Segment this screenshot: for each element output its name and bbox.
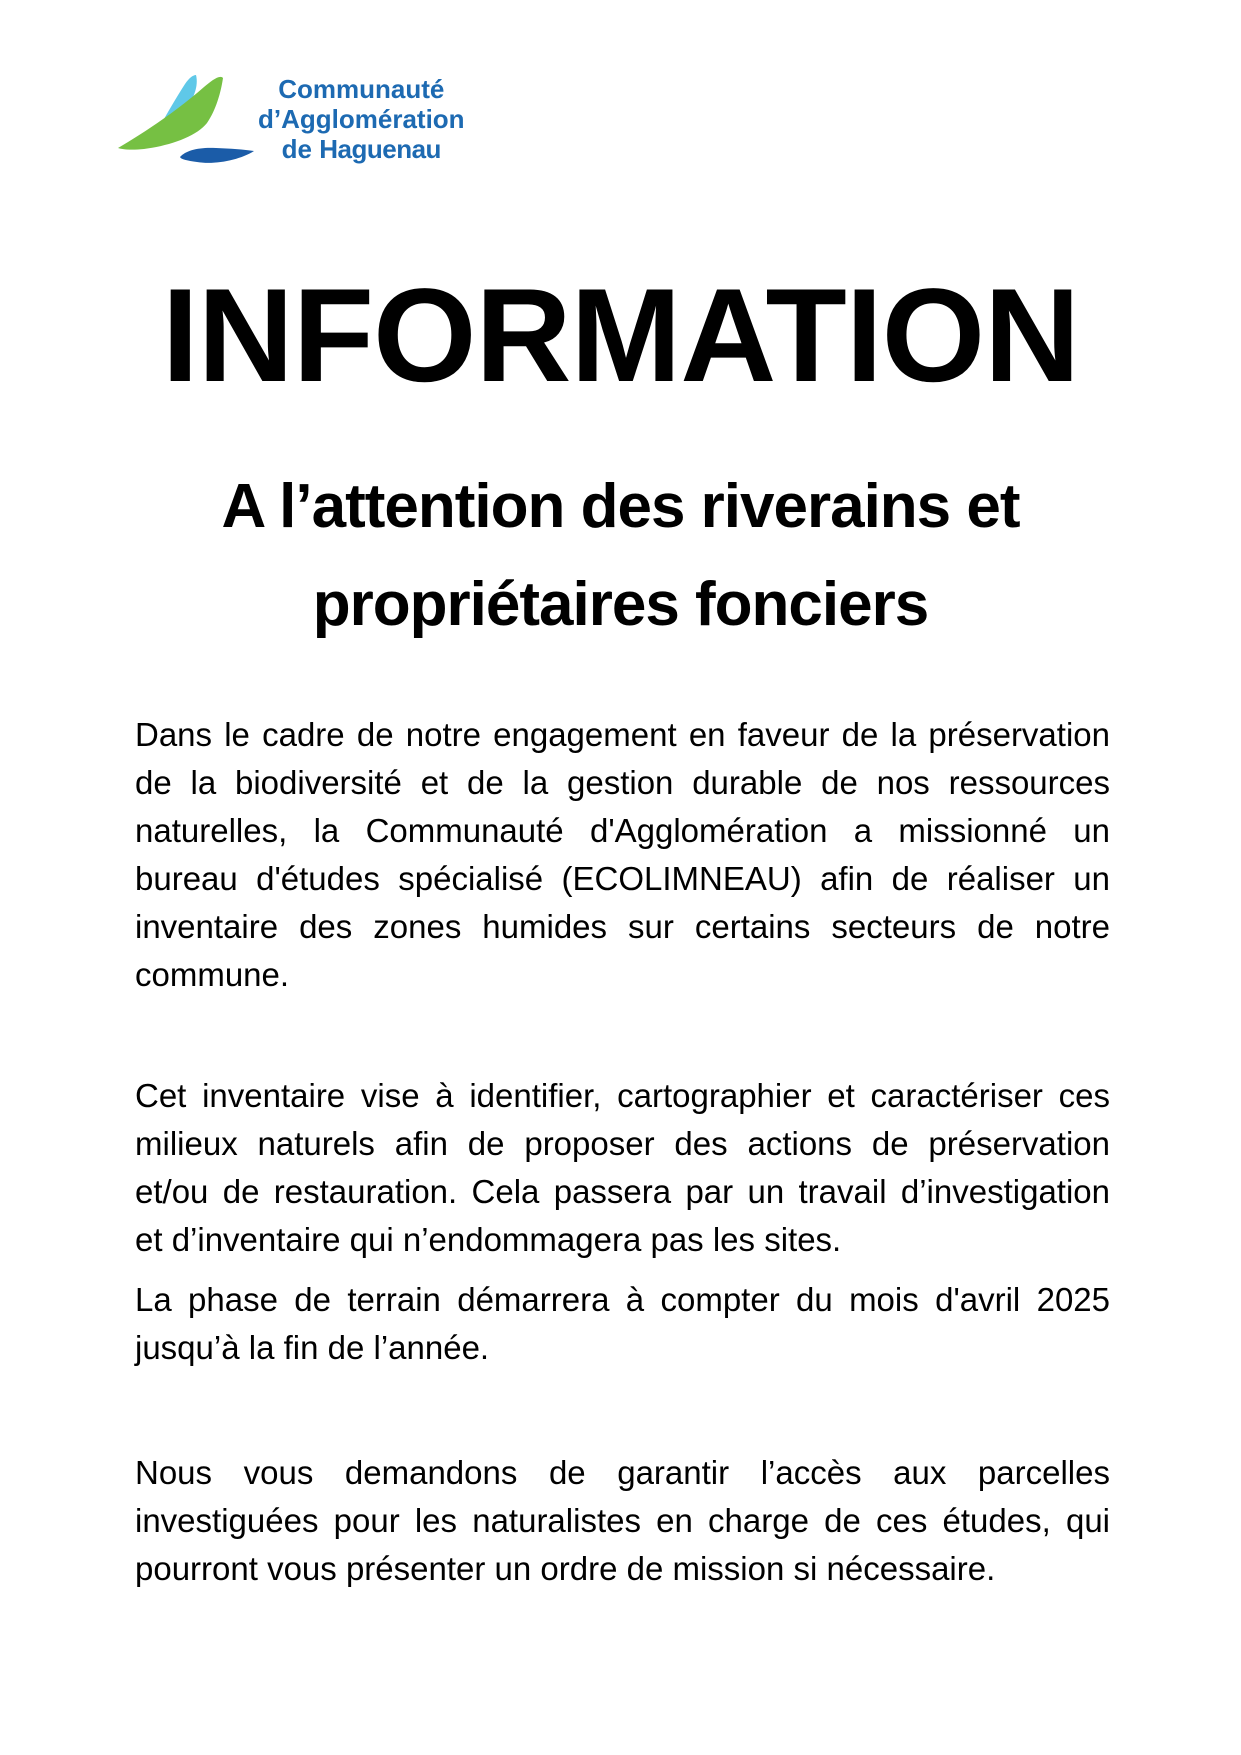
paragraph-line: Nous vous demandons de garantir l’accès aux parcelles xyxy=(135,1454,1110,1491)
paragraph-3 xyxy=(135,1276,1110,1372)
paragraph-line: investiguées pour les naturalistes en charge de ces études, qui xyxy=(135,1502,1110,1539)
paragraph-line: jusqu’à la fin de l’année. xyxy=(135,1329,490,1366)
paragraph-line: de la biodiversité et de la gestion durable de nos ressources xyxy=(135,764,1110,801)
agglomeration-swoosh-icon xyxy=(116,72,256,170)
paragraph-1 xyxy=(135,711,1110,999)
paragraph-line: naturelles, la Communauté d'Agglomération a missionné un xyxy=(135,812,1110,849)
paragraph-line: commune. xyxy=(135,956,290,993)
logo-line-haguenau: de Haguenau xyxy=(281,134,441,164)
subtitle-line-1: A l’attention des riverains et xyxy=(221,472,1020,541)
logo-wordmark xyxy=(258,72,465,164)
logo-line-communaute: Communauté xyxy=(278,74,445,104)
page-title: INFORMATION xyxy=(161,262,1080,410)
logo-line-agglomeration: d’Agglomération xyxy=(258,104,465,134)
paragraph-line: inventaire des zones humides sur certains secteurs de notre xyxy=(135,908,1110,945)
logo-blue-swoosh xyxy=(180,148,254,163)
body-text xyxy=(135,711,1110,1593)
paragraph-line: bureau d'études spécialisé (ECOLIMNEAU) afin de réaliser un xyxy=(135,860,1110,897)
paragraph-line: et/ou de restauration. Cela passera par un travail d’investigation xyxy=(135,1173,1110,1210)
paragraph-4 xyxy=(135,1449,1110,1593)
paragraph-2 xyxy=(135,1072,1110,1264)
paragraph-line: Cet inventaire vise à identifier, cartographier et caractériser ces xyxy=(135,1077,1110,1114)
paragraph-line: pourront vous présenter un ordre de mission si nécessaire. xyxy=(135,1550,996,1587)
paragraph-line: et d’inventaire qui n’endommagera pas les sites. xyxy=(135,1221,842,1258)
paragraph-line: milieux naturels afin de proposer des actions de préservation xyxy=(135,1125,1110,1162)
logo xyxy=(116,72,1241,170)
subtitle-line-2: propriétaires fonciers xyxy=(312,570,929,639)
subtitle xyxy=(0,458,1241,654)
paragraph-line: La phase de terrain démarrera à compter du mois d'avril 2025 xyxy=(135,1281,1110,1318)
paragraph-line: Dans le cadre de notre engagement en faveur de la préservation xyxy=(135,716,1110,753)
